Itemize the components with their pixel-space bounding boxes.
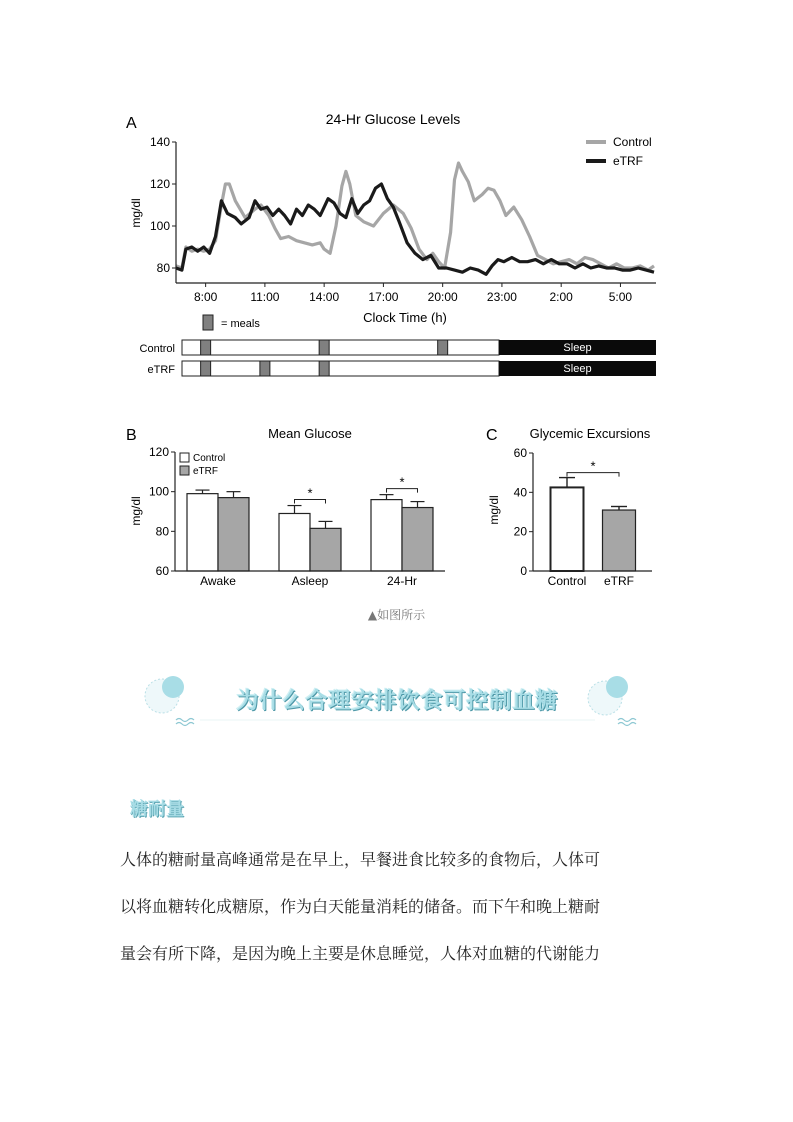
chart-b-title: Mean Glucose [268,426,352,441]
bar-etrf [603,510,636,571]
x-tick-label: 14:00 [309,290,340,304]
panel-b [126,426,445,588]
meal-marker [260,361,270,376]
panel-a [126,111,656,376]
chart-a-y-axis [150,135,176,275]
x-tick-label: 8:00 [193,290,218,304]
significance-label: * [590,458,596,474]
y-tick-label: 60 [155,564,169,578]
section-title: 糖耐量 [130,799,184,820]
meal-marker [201,361,211,376]
bar-etrf [218,498,249,571]
chart-b-y-axis [149,445,175,578]
x-tick-label: 23:00 [486,290,517,304]
chart-a-ylabel: mg/dl [129,198,143,228]
legend-b-control-label: Control [193,453,226,464]
meal-marker [319,361,329,376]
body-paragraph [120,836,680,977]
chart-a-xlabel: Clock Time (h) [363,310,447,325]
category-label: Awake [200,574,236,588]
y-tick-label: 80 [155,524,169,539]
awake-bar [182,361,499,376]
bar-etrf [310,528,341,571]
chart-a-title: 24-Hr Glucose Levels [325,111,461,127]
y-tick-label: 60 [513,446,527,460]
figure-caption: ▲如图所示 [367,608,426,622]
panel-c [486,426,652,588]
banner-title: 为什么合理安排饮食可控制血糖 [236,689,559,714]
meal-marker [438,340,448,355]
chart-c-bars [548,459,636,588]
meal-marker [201,340,211,355]
y-tick-label: 80 [156,261,170,275]
meal-marker [319,340,329,355]
schedule-row-label: Control [139,343,175,355]
category-label: Control [547,574,587,588]
significance-label: * [307,485,313,501]
category-label: eTRF [604,574,634,588]
meal-legend [203,315,260,330]
schedule-row-label: eTRF [147,364,175,376]
bar-etrf [402,508,433,571]
legend-b-control-swatch [180,453,189,462]
chart-b-ylabel: mg/dl [129,496,143,526]
sleep-label: Sleep [563,342,592,354]
panel-c-letter: C [486,427,498,444]
y-tick-label: 40 [513,485,527,500]
legend-control-label: Control [613,135,652,149]
sleep-label: Sleep [563,363,592,375]
chart-c-y-axis [514,446,533,578]
x-tick-label: 20:00 [427,290,458,304]
y-tick-label: 20 [513,524,527,539]
paragraph-line: 以将血糖转化成糖原，作为白天能量消耗的储备。而下午和晚上糖耐 [120,897,601,916]
banner-wave-right-icon [618,719,636,726]
legend-b-etrf-label: eTRF [193,466,218,477]
x-tick-label: 2:00 [549,290,573,304]
panel-b-letter: B [126,427,137,444]
bar-control [551,487,584,571]
meal-schedule [140,340,656,376]
y-tick-label: 0 [520,564,527,578]
panel-a-letter: A [126,115,137,132]
significance-label: * [399,474,405,490]
category-label: 24-Hr [386,574,418,588]
awake-bar [182,340,499,355]
category-label: Asleep [291,574,329,588]
y-tick-label: 120 [149,177,170,191]
legend-b-etrf-swatch [180,466,189,475]
paragraph-line: 人体的糖耐量高峰通常是在早上，早餐进食比较多的食物后，人体可 [120,850,601,869]
bar-control [187,494,218,571]
chart-a-legend [586,135,652,168]
chart-a-x-axis [194,283,632,304]
bar-control [279,513,310,571]
x-tick-label: 17:00 [368,290,399,304]
x-tick-label: 5:00 [608,290,633,304]
section-banner [140,668,655,730]
chart-b-legend [180,453,225,477]
y-tick-label: 100 [148,484,169,499]
meal-legend-swatch [203,315,213,330]
chart-c-ylabel: mg/dl [487,495,501,525]
banner-wave-left-icon [176,719,194,726]
y-tick-label: 120 [148,445,169,459]
meal-legend-label: = meals [221,318,260,330]
bar-control [371,500,402,571]
paragraph-line: 量会有所下降，是因为晚上主要是休息睡觉，人体对血糖的代谢能力 [120,944,601,963]
y-tick-label: 100 [149,219,170,233]
chart-a-series [176,163,654,274]
legend-etrf-label: eTRF [613,154,643,168]
x-tick-label: 11:00 [250,290,280,304]
chart-c-title: Glycemic Excursions [529,426,651,441]
y-tick-label: 140 [149,135,170,149]
